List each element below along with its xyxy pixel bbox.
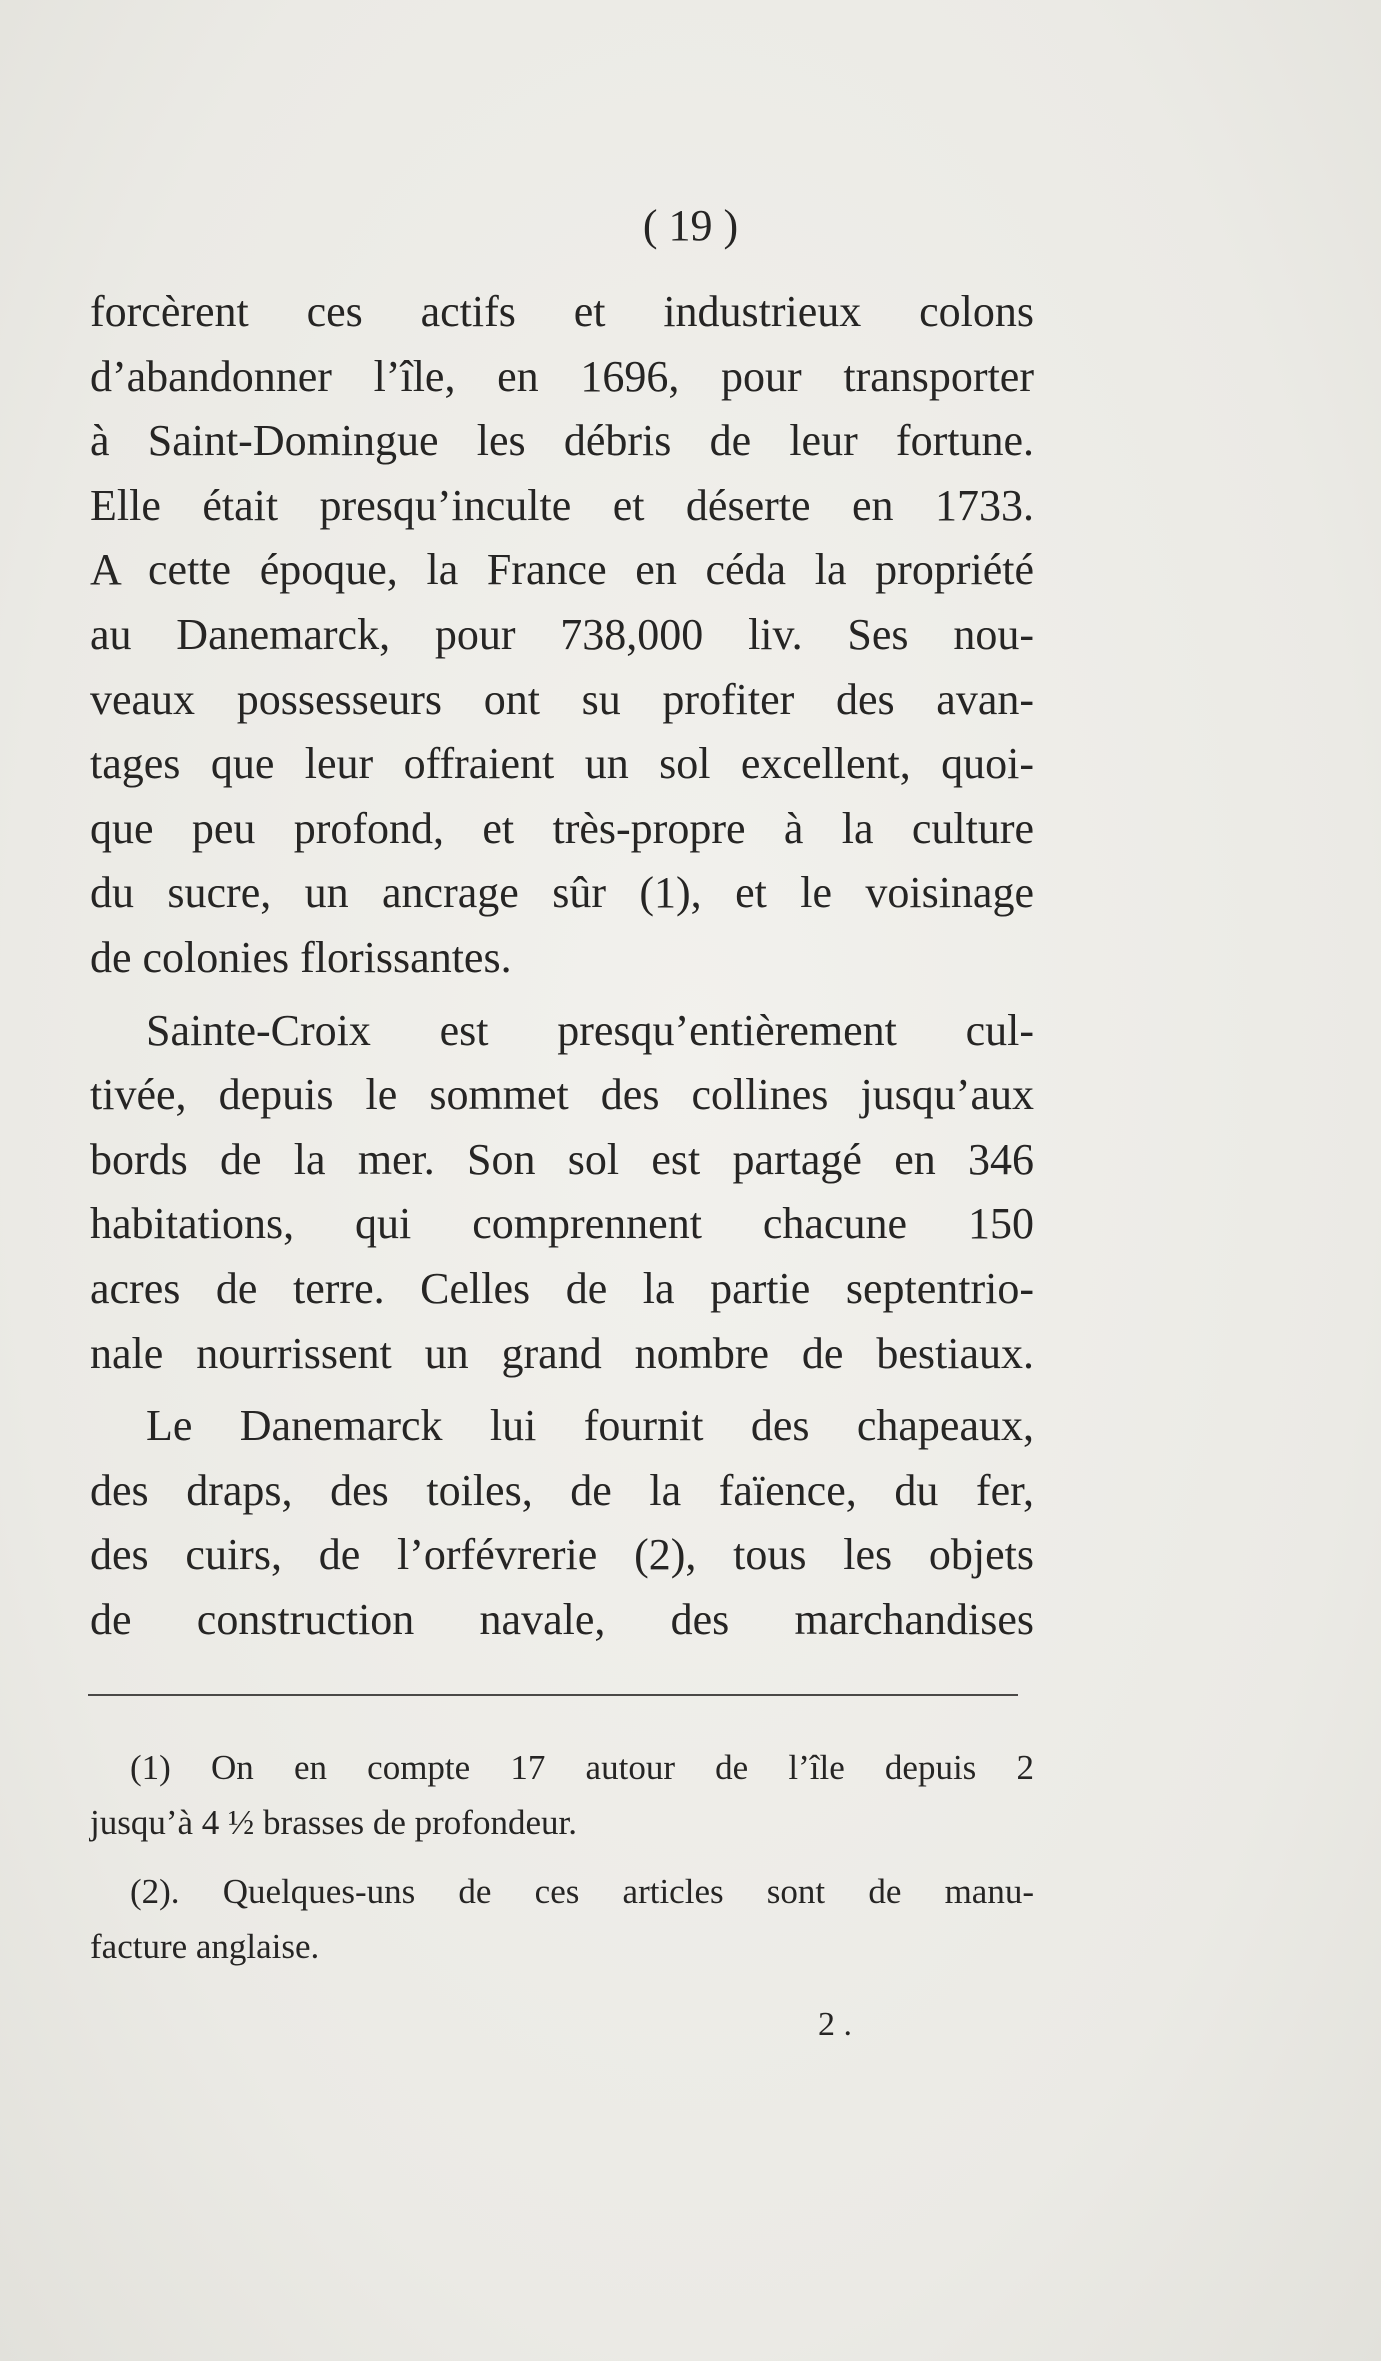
text-line: Le Danemarck lui fournit des chapeaux,: [146, 1401, 1034, 1451]
text-line: A cette époque, la France en céda la propriété: [90, 545, 1034, 595]
paragraph-gap: [90, 991, 1034, 999]
text-line: de construction navale, des marchandises: [90, 1594, 1034, 1644]
main-text: [90, 280, 1034, 1652]
text-line: au Danemarck, pour 738,000 liv. Ses nou-: [90, 609, 1034, 659]
text-line: Sainte-Croix est presqu’entièrement cul-: [146, 1005, 1034, 1055]
footnote-gap: [90, 1850, 1034, 1864]
text-line: des cuirs, de l’orfévrerie (2), tous les objets: [90, 1530, 1034, 1580]
text-line: nale nourrissent un grand nombre de bestiaux.: [90, 1328, 1034, 1378]
text-line: Elle était presqu’inculte et déserte en 1733.: [90, 480, 1034, 530]
footnote-line: jusqu’à 4 ½ brasses de profondeur.: [90, 1803, 577, 1842]
text-line: de colonies florissantes.: [90, 932, 512, 982]
footnote-rule: [88, 1694, 1018, 1696]
footnote-line: (2). Quelques-uns de ces articles sont de manu-: [130, 1872, 1034, 1911]
text-line: d’abandonner l’île, en 1696, pour transporter: [90, 351, 1034, 401]
text-line: acres de terre. Celles de la partie septentrio-: [90, 1263, 1034, 1313]
signature-mark: 2 .: [818, 2006, 852, 2043]
text-line: forcèrent ces actifs et industrieux colons: [90, 287, 1034, 336]
text-line: habitations, qui comprennent chacune 150: [90, 1199, 1034, 1249]
footnote-line: (1) On en compte 17 autour de l’île depuis 2: [130, 1748, 1034, 1787]
text-line: tages que leur offraient un sol excellent, quoi-: [90, 739, 1034, 789]
text-line: veaux possesseurs ont su profiter des avan-: [90, 674, 1034, 724]
footnote-line: facture anglaise.: [90, 1927, 320, 1966]
paragraph-gap: [90, 1386, 1034, 1394]
footnotes: [90, 1740, 1034, 1974]
text-line: à Saint-Domingue les débris de leur fortune.: [90, 416, 1034, 466]
text-line: bords de la mer. Son sol est partagé en 346: [90, 1134, 1034, 1184]
text-line: que peu profond, et très-propre à la culture: [90, 803, 1034, 853]
text-line: tivée, depuis le sommet des collines jusqu’aux: [90, 1070, 1034, 1120]
text-line: du sucre, un ancrage sûr (1), et le voisinage: [90, 868, 1034, 918]
page-number: ( 19 ): [642, 201, 739, 250]
text-line: des draps, des toiles, de la faïence, du fer,: [90, 1465, 1034, 1515]
